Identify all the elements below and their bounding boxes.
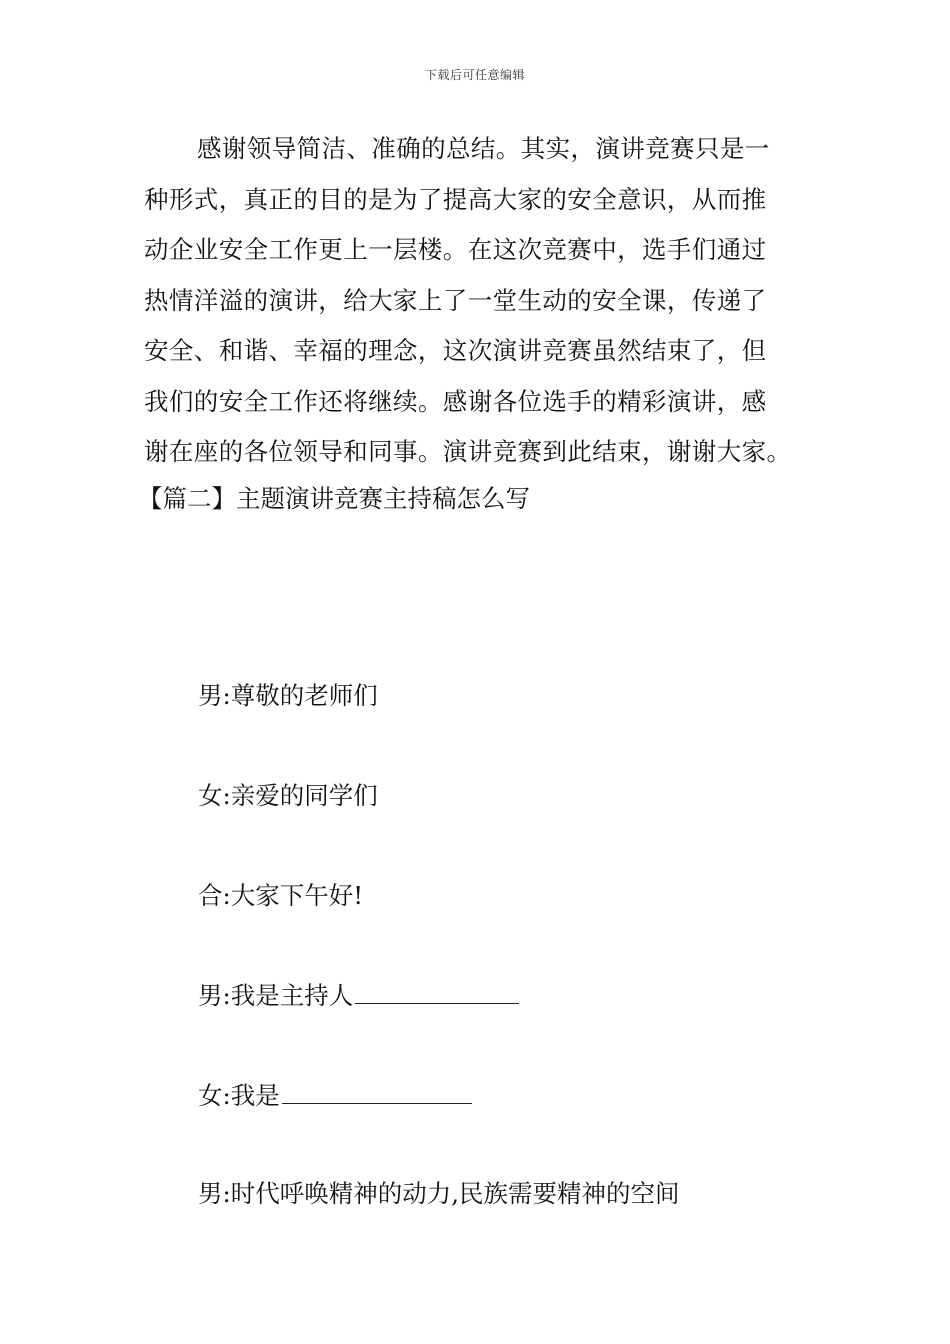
dialog-speaker: 合 — [198, 881, 223, 910]
dialog-line — [198, 1174, 680, 1214]
dialog-separator: : — [222, 781, 231, 810]
dialog-text: 大家下午好! — [230, 881, 364, 910]
paragraph-line: 动企业安全工作更上一层楼。在这次竞赛中，选手们通过 — [144, 235, 767, 264]
paragraph-line: 安全、和谐、幸福的理念，这次演讲竞赛虽然结束了，但 — [144, 336, 767, 365]
page-header-note: 下载后可任意编辑 — [424, 68, 525, 82]
dialog-separator: : — [222, 981, 231, 1010]
dialog-speaker: 女 — [198, 781, 223, 810]
dialog-separator: : — [222, 1179, 231, 1208]
dialog-text: 我是主持人 — [230, 981, 354, 1010]
section-title: 【篇二】主题演讲竞赛主持稿怎么写 — [138, 484, 530, 513]
dialog-text: 亲爱的同学们 — [230, 781, 378, 810]
paragraph-line: 谢在座的各位领导和同事。演讲竞赛到此结束，谢谢大家。 — [144, 437, 792, 466]
dialog-speaker: 男 — [198, 1179, 223, 1208]
dialog-text: 我是 — [230, 1081, 280, 1110]
closing-paragraph — [144, 124, 809, 478]
paragraph-line: 种形式，真正的目的是为了提高大家的安全意识，从而推 — [144, 184, 767, 214]
dialog-speaker: 男 — [198, 681, 223, 710]
dialog-separator: : — [222, 1081, 231, 1110]
dialog-line — [198, 676, 378, 716]
dialog-line — [198, 976, 519, 1016]
dialog-separator: : — [222, 681, 231, 710]
dialog-line — [198, 876, 363, 916]
paragraph-line: 热情洋溢的演讲，给大家上了一堂生动的安全课，传递了 — [144, 285, 767, 315]
dialog-text: 时代呼唤精神的动力,民族需要精神的空间 — [230, 1179, 680, 1208]
dialog-line — [198, 776, 378, 816]
fill-in-blank — [355, 977, 519, 1004]
dialog-text: 尊敬的老师们 — [230, 681, 378, 710]
dialog-speaker: 女 — [198, 1081, 223, 1110]
dialog-separator: : — [222, 881, 231, 910]
fill-in-blank — [282, 1077, 472, 1104]
paragraph-line: 我们的安全工作还将继续。感谢各位选手的精彩演讲，感 — [144, 386, 767, 416]
dialog-line — [198, 1076, 472, 1116]
paragraph-line: 感谢领导简洁、准确的总结。其实，演讲竞赛只是一 — [197, 134, 770, 163]
dialog-speaker: 男 — [198, 981, 223, 1010]
